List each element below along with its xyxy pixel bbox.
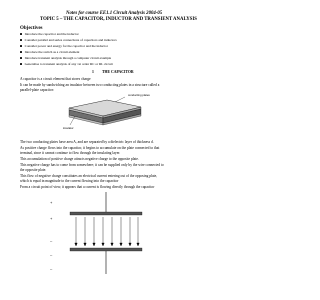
bullet-icon — [20, 57, 22, 59]
course-title: Notes for course EE1.1 Circuit Analysis 2004-05 — [66, 11, 163, 16]
objective-item — [20, 33, 79, 36]
paragraph: which is equal in magnitude to the current flowing into the capacitor — [20, 179, 119, 183]
paragraph: terminal, since it cannot continue to flow through the insulating layer. — [20, 151, 121, 155]
field-arrows — [75, 217, 139, 246]
objective-item — [20, 63, 113, 66]
bullet-icon — [20, 45, 22, 47]
objective-text: Introduce the switch as a circuit element — [24, 50, 80, 54]
section-title: THE CAPACITOR — [102, 70, 134, 74]
objective-text: Introduce the capacitor and the inductor — [24, 32, 79, 36]
bullet-icon — [20, 51, 22, 53]
objectives-heading: Objectives — [20, 26, 43, 31]
topic-title: TOPIC 5 – THE CAPACITOR, INDUCTOR AND TRANSIENT ANALYSIS — [40, 17, 197, 22]
paragraph: It can be made by sandwiching an insulator between two conducting plates in a structure called a — [20, 83, 160, 87]
objective-text: Introduce transient analysis through a computer circuit example — [24, 56, 112, 60]
lower-plate — [70, 248, 142, 251]
paragraph: This negative charge has to come from somewhere; it can be supplied only by the wire connected to — [20, 163, 164, 167]
paragraph: This flow of negative charge constitutes an electrical current entering out of the opposing plate, — [20, 174, 158, 178]
objective-item — [20, 45, 108, 48]
objective-text: Generalise to transient analysis of any 1st order RC or RL circuit — [24, 62, 113, 66]
objective-item — [20, 39, 117, 42]
bullet-icon — [20, 39, 22, 41]
svg-text:–: – — [50, 238, 53, 243]
paragraph: A capacitor is a circuit element that stores charge — [20, 77, 91, 81]
insulator-label: insulator — [63, 126, 74, 130]
svg-text:+: + — [50, 200, 53, 205]
charge-flow-figure — [40, 190, 180, 300]
paragraph: The two conducting plates have area A, and are separated by a dielectric layer of thickness d. — [20, 140, 154, 144]
paragraph: From a circuit point of view, it appears that a current is flowing directly through the capacitor — [20, 185, 155, 189]
upper-plate — [70, 212, 142, 215]
paragraph: the opposite plate. — [20, 168, 47, 172]
paragraph: This accumulation of positive charge attracts negative charge to the opposite plate. — [20, 157, 139, 161]
objective-text: Consider power and energy for the capacitor and the inductor — [24, 44, 108, 48]
conducting-plates-label: conducting plates — [128, 93, 150, 97]
parallel-plate-capacitor-figure — [55, 92, 155, 138]
svg-text:–: – — [50, 266, 53, 271]
bullet-icon — [20, 63, 22, 65]
negative-charges — [50, 238, 53, 271]
positive-charges — [50, 200, 53, 221]
objective-item — [20, 57, 111, 60]
plates-leader-line — [115, 97, 125, 102]
objective-item — [20, 51, 79, 54]
svg-text:–: – — [50, 252, 53, 257]
paragraph: As positive charge flows into the capacitor, it begins to accumulate on the plate connected to that — [20, 146, 160, 150]
objective-text: Consider parallel and series connections of capacitors and inductors — [24, 38, 117, 42]
section-number: 1 — [92, 70, 94, 74]
paragraph: parallel-plate capacitor: — [20, 88, 55, 92]
bullet-icon — [20, 33, 22, 35]
svg-text:+: + — [50, 216, 53, 221]
